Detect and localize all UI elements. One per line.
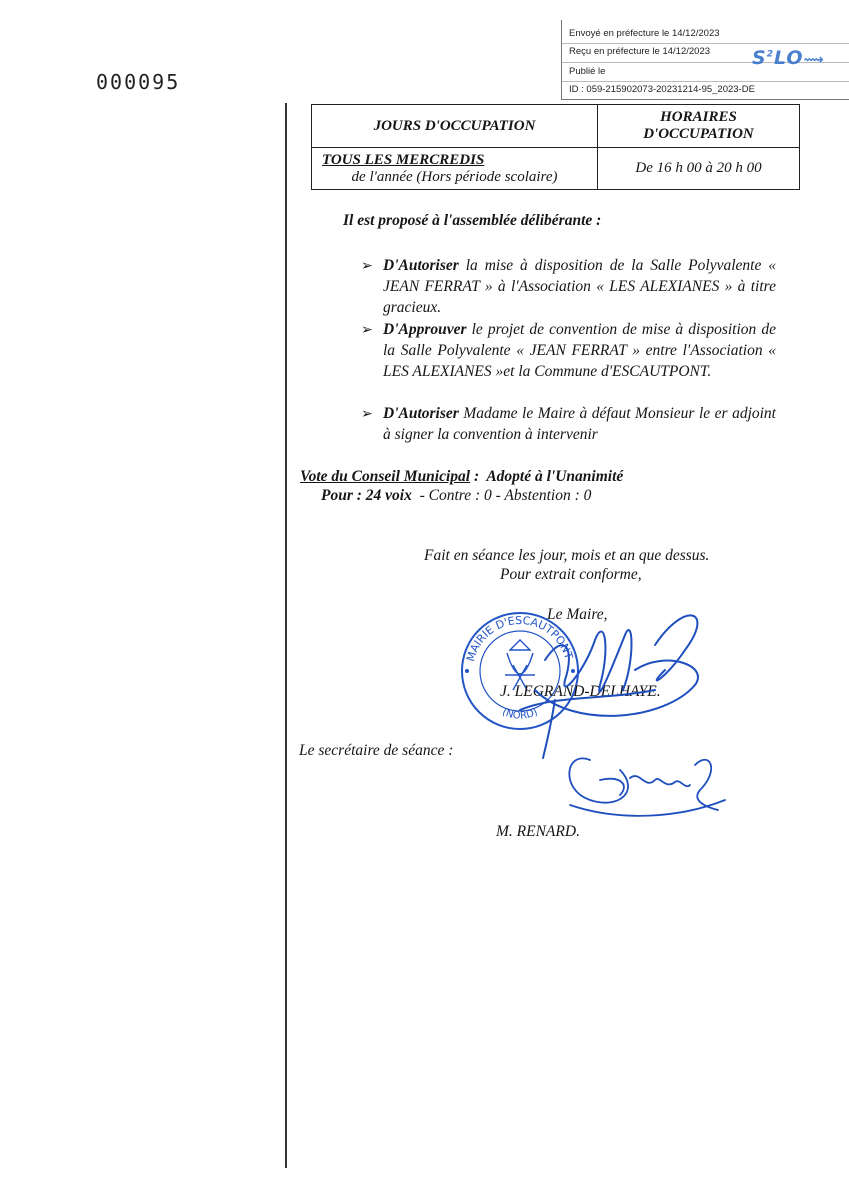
vote-pour: Pour : 24 voix (321, 487, 412, 504)
bullet-text: Madame le Maire à défaut Monsieur le er adjoint à signer la convention à intervenir (383, 405, 776, 443)
header-hours-line1: HORAIRES (660, 109, 737, 125)
row-days-line1: TOUS LES MERCREDIS (322, 151, 485, 168)
mayor-title: Le Maire, (547, 606, 608, 623)
bullet-arrow-icon: ➢ (361, 258, 373, 274)
vote-title: Vote du Conseil Municipal : Adopté à l'Unanimité (300, 468, 624, 485)
document-number: 000095 (96, 70, 181, 94)
closing-line2: Pour extrait conforme, (500, 566, 642, 583)
bullet-text: la mise à disposition de la Salle Polyvalente « JEAN FERRAT » à l'Association « LES ALEXIANES » à titre gracieux. (383, 257, 776, 316)
bullet-arrow-icon: ➢ (361, 406, 373, 422)
prefecture-stamp-box (561, 20, 849, 100)
secretary-signature (560, 730, 730, 820)
closing-line1: Fait en séance les jour, mois et an que dessus. (424, 547, 710, 564)
vote-rest: - Contre : 0 - Abstention : 0 (411, 487, 592, 504)
published-label: Publié le (569, 66, 606, 77)
bullet-authorize-signature (383, 403, 776, 445)
received-date: Reçu en préfecture le 14/12/2023 (569, 46, 711, 57)
bullet-verb: D'Approuver (383, 321, 467, 338)
bullet-approve-convention (383, 319, 776, 382)
bullet-arrow-icon: ➢ (361, 322, 373, 338)
bullet-verb: D'Autoriser (383, 405, 459, 422)
header-hours (598, 105, 800, 148)
vote-counts (321, 487, 591, 505)
row-hours: De 16 h 00 à 20 h 00 (598, 148, 800, 190)
svg-text:(NORD): (NORD) (500, 706, 540, 722)
row-days-line2: de l'année (Hors période scolaire) (351, 168, 558, 185)
mayor-name: J. LEGRAND-DELHAYE. (500, 683, 661, 700)
act-id: ID : 059-215902073-20231214-95_2023-DE (569, 84, 755, 95)
header-hours-line2: D'OCCUPATION (643, 126, 754, 142)
sent-date: Envoyé en préfecture le 14/12/2023 (569, 28, 720, 39)
row-days (312, 148, 598, 190)
bullet-text: le projet de convention de mise à disposition de la Salle Polyvalente « JEAN FERRAT » entre l'Association « LES ALEXIANES »et la Commune d'ESCAUTPONT. (383, 321, 776, 380)
secretary-name: M. RENARD. (496, 823, 580, 840)
bullet-verb: D'Autoriser (383, 257, 459, 274)
header-days: JOURS D'OCCUPATION (312, 105, 598, 148)
slo-logo: $S^2LO⟿$ (752, 47, 825, 69)
proposal-intro: Il est proposé à l'assemblée délibérante : (343, 212, 602, 229)
margin-rule (285, 103, 287, 1168)
vote-label: Vote du Conseil Municipal (300, 468, 471, 485)
occupancy-table (311, 104, 800, 190)
secretary-label: Le secrétaire de séance : (299, 742, 454, 759)
bullet-authorize-loan (383, 255, 776, 318)
vote-result: Adopté à l'Unanimité (486, 468, 624, 485)
svg-text:MAIRIE D'ESCAUTPONT: MAIRIE D'ESCAUTPONT (464, 613, 576, 664)
